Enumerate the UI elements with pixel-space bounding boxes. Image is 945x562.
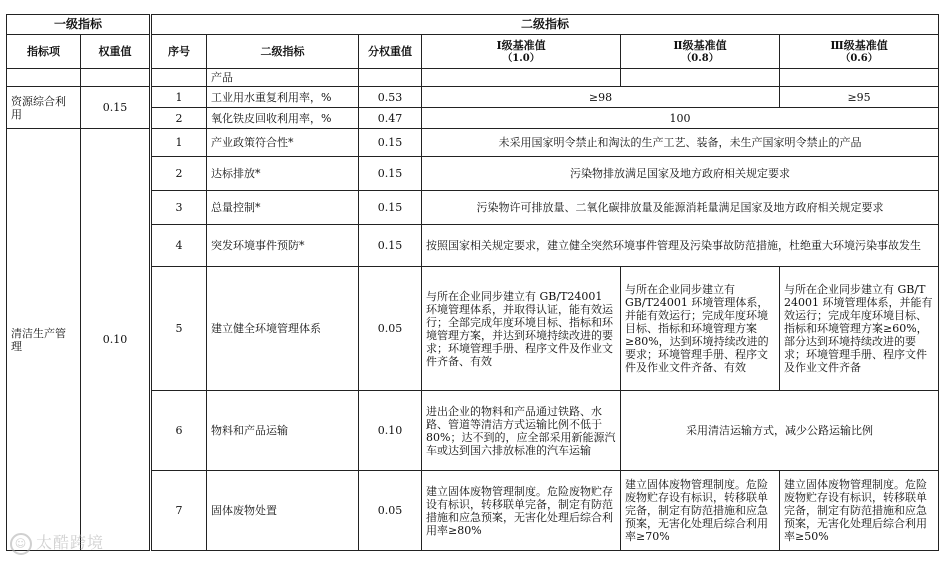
clean-item: 清洁生产管理	[7, 129, 81, 551]
row-no: 2	[151, 157, 207, 191]
grade12-value: ≥98	[422, 87, 780, 108]
row-no: 2	[151, 108, 207, 129]
sub-weight: 0.10	[359, 391, 422, 471]
header-row-2	[7, 35, 939, 69]
grade1-value: 与所在企业同步建立有 GB/T24001 环境管理体系，并取得认证，能有效运行；全部完成年度环境目标、指标和环境管理方案，并达到环境持续改进的要求；环境管理手册、程序文件及作业文件齐备、有效	[422, 267, 621, 391]
secondary-name: 总量控制*	[207, 191, 359, 225]
row-no: 3	[151, 191, 207, 225]
sub-weight: 0.53	[359, 87, 422, 108]
grade3-value: 与所在企业同步建立有 GB/T 24001 环境管理体系，并能有效运行；完成年度环境目标、指标和环境管理方案≥60%，部分达到环境持续改进的要求；环境管理手册、程序文件及作业文件齐备	[780, 267, 939, 391]
grade3-label: Ⅲ级基准值	[830, 38, 888, 52]
grade2-value: （0.8）	[681, 52, 719, 64]
standards-table-document	[6, 14, 938, 554]
grade123-value: 污染物排放满足国家及地方政府相关规定要求	[422, 157, 939, 191]
clean-weight: 0.10	[81, 129, 151, 551]
col-item-header: 指标项	[7, 35, 81, 69]
col-secondary-header: 二级指标	[207, 35, 359, 69]
sub-weight: 0.15	[359, 129, 422, 157]
col-weight-header: 权重值	[81, 35, 151, 69]
grade3-header	[780, 35, 939, 69]
grade23-value: 采用清洁运输方式，减少公路运输比例	[621, 391, 939, 471]
secondary-name: 产品	[207, 69, 359, 87]
grade1-value: 进出企业的物料和产品通过铁路、水路、管道等清洁方式运输比例不低于 80%；达不到的，应全部采用新能源汽车或达到国六排放标准的汽车运输	[422, 391, 621, 471]
sub-weight: 0.15	[359, 157, 422, 191]
secondary-name: 固体废物处置	[207, 471, 359, 551]
level1-header: 一级指标	[7, 15, 151, 35]
grade123-value: 100	[422, 108, 939, 129]
grade3-value: （0.6）	[840, 52, 878, 64]
row-no: 1	[151, 129, 207, 157]
grade1-value: （1.0）	[502, 52, 540, 64]
table-row	[7, 69, 939, 87]
watermark	[10, 530, 104, 555]
secondary-name: 建立健全环境管理体系	[207, 267, 359, 391]
header-row-1	[7, 15, 939, 35]
resource-item: 资源综合利用	[7, 87, 81, 129]
sub-weight: 0.05	[359, 267, 422, 391]
grade2-label: Ⅱ级基准值	[673, 38, 727, 52]
col-no-header: 序号	[151, 35, 207, 69]
grade1-label: Ⅰ级基准值	[496, 38, 546, 52]
watermark-text: 太酷跨境	[36, 533, 105, 552]
secondary-name: 突发环境事件预防*	[207, 225, 359, 267]
sub-weight: 0.47	[359, 108, 422, 129]
sub-weight: 0.05	[359, 471, 422, 551]
grade3-value: ≥95	[780, 87, 939, 108]
table-row	[7, 87, 939, 108]
sub-weight: 0.15	[359, 191, 422, 225]
grade3-value: 建立固体废物管理制度。危险废物贮存设有标识，转移联单完备，制定有防范措施和应急预案，无害化处理后综合利用率≥50%	[780, 471, 939, 551]
sub-weight: 0.15	[359, 225, 422, 267]
table-row	[7, 129, 939, 157]
row-no: 4	[151, 225, 207, 267]
row-no: 1	[151, 87, 207, 108]
secondary-name: 氧化铁皮回收利用率，%	[207, 108, 359, 129]
grade123-value: 污染物许可排放量、二氧化碳排放量及能源消耗量满足国家及地方政府相关规定要求	[422, 191, 939, 225]
row-no: 6	[151, 391, 207, 471]
grade123-value: 未采用国家明令禁止和淘汰的生产工艺、装备，未生产国家明令禁止的产品	[422, 129, 939, 157]
standards-table	[6, 14, 939, 551]
grade1-header	[422, 35, 621, 69]
secondary-name: 工业用水重复利用率，%	[207, 87, 359, 108]
grade2-value: 与所在企业同步建立有 GB/T24001 环境管理体系，并能有效运行；完成年度环境目标、指标和环境管理方案≥80%，达到环境持续改进的要求；环境管理手册、程序文件及作业文件齐备、有效	[621, 267, 780, 391]
level2-header: 二级指标	[151, 15, 939, 35]
secondary-name: 产业政策符合性*	[207, 129, 359, 157]
grade1-value: 建立固体废物管理制度。危险废物贮存设有标识，转移联单完备，制定有防范措施和应急预案，无害化处理后综合利用率≥80%	[422, 471, 621, 551]
row-no: 5	[151, 267, 207, 391]
secondary-name: 物料和产品运输	[207, 391, 359, 471]
resource-weight: 0.15	[81, 87, 151, 129]
grade123-value: 按照国家相关规定要求，建立健全突然环境事件管理及污染事故防范措施，杜绝重大环境污染事故发生	[422, 225, 939, 267]
col-sub-weight-header: 分权重值	[359, 35, 422, 69]
secondary-name: 达标排放*	[207, 157, 359, 191]
watermark-logo-icon: ☺	[10, 533, 32, 555]
grade2-header	[621, 35, 780, 69]
row-no: 7	[151, 471, 207, 551]
grade2-value: 建立固体废物管理制度。危险废物贮存设有标识，转移联单完备，制定有防范措施和应急预案，无害化处理后综合利用率≥70%	[621, 471, 780, 551]
